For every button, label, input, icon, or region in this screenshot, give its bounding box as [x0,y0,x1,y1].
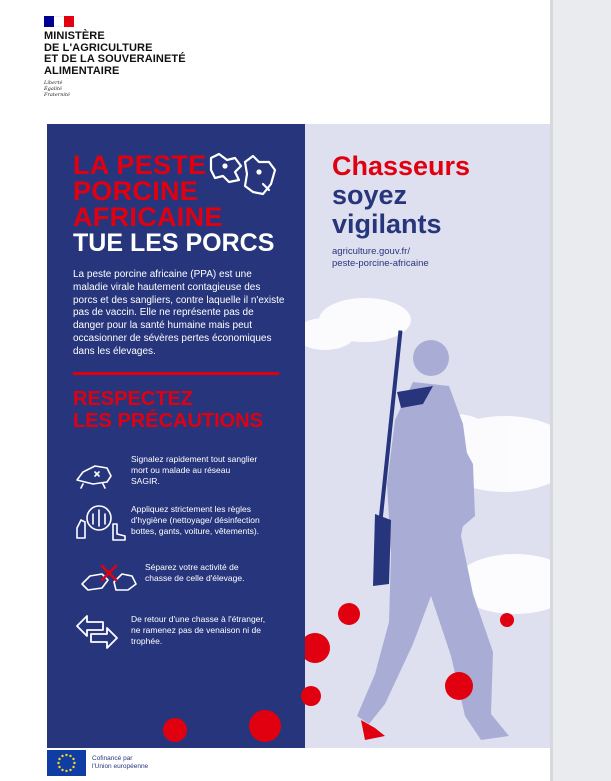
headline-blue: soyez vigilants [332,180,442,239]
precaution-item: Signalez rapidement tout sanglier mort ou malade au réseau SAGIR. [73,452,261,492]
poster-panel [47,124,550,748]
left-panel [47,124,305,748]
dead-boar-icon [73,452,131,492]
pig-boar-icon [205,150,277,200]
precautions-title: RESPECTEZ LES PRÉCAUTIONS [73,388,264,432]
precaution-item: Appliquez strictement les règles d'hygiène (nettoyage/ désinfection bottes, gants, voiture, vêtements). [73,502,283,542]
french-flag-icon [44,16,74,27]
headline-red: Chasseurs [332,151,471,181]
arrows-exchange-icon [73,612,131,652]
red-divider [73,372,279,375]
precaution-item: De retour d'une chasse à l'étranger, ne ramenez pas de venaison ni de trophée. [73,612,271,652]
intro-text: La peste porcine africaine (PPA) est une maladie virale hautement contagieuse des porcs et des sangliers, contre laquelle il n'existe pas de vaccin. Elle ne représente pas de danger pour la santé humaine mais peut occasionner de sévères pertes économiques dans les élevages. [73,269,285,357]
eu-cofunding [47,750,148,776]
title-white: TUE LES PORCS [73,229,275,257]
hygiene-icon [73,502,131,542]
ministry-name: MINISTÈRE DE L'AGRICULTURE ET DE LA SOUVERAINETÉ ALIMENTAIRE [44,30,186,77]
page-edge [550,0,553,781]
eu-text: Cofinancé par l'Union européenne [92,755,149,770]
separate-activities-icon [73,560,145,600]
republic-motto: Liberté Égalité Fraternité [44,80,70,98]
ministry-logo [44,16,186,98]
website-link[interactable]: agriculture.gouv.fr/ peste-porcine-africaine [332,246,429,269]
precaution-item: Séparez votre activité de chasse de celle d'élevage. [73,560,257,600]
eu-flag-icon [47,750,86,776]
title-red: LA PESTE PORCINE AFRICAINE [73,150,223,232]
virus-particles-icon [47,684,550,748]
right-panel [305,124,550,748]
